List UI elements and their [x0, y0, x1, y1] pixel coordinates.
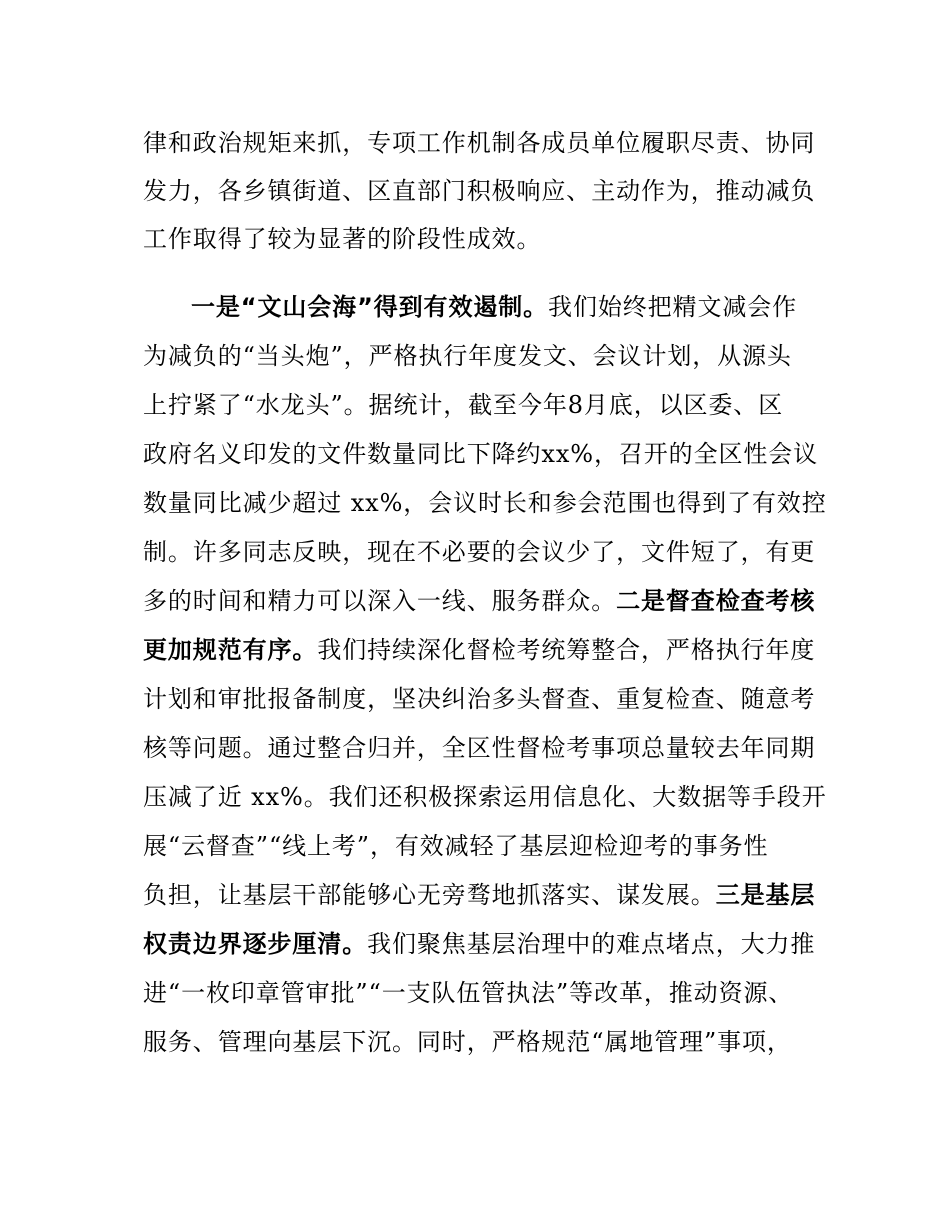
paragraph-2-line-8-text: 我们持续深化督检考统筹整合，严格执行年度 — [317, 636, 816, 664]
paragraph-2-line-15: 进“一枚印章管审批”“一支队伍管执法”等改革，推动资源、 — [143, 979, 794, 1007]
paragraph-2-line-12: 展“云督查”“线上考”，有效减轻了基层迎检迎考的事务性 — [143, 832, 769, 860]
paragraph-2-line-7 — [143, 579, 815, 623]
paragraph-2-line-1 — [191, 285, 797, 329]
point-two-heading-end: 更加规范有序。 — [143, 636, 318, 664]
point-three-heading-start: 三是基层 — [715, 881, 816, 909]
paragraph-2-line-5: 数量同比减少超过 xx%，会议时长和参会范围也得到了有效控 — [143, 489, 827, 517]
paragraph-2-line-1-text: 我们始终把精文减会作 — [548, 293, 798, 321]
paragraph-2-line-13 — [143, 873, 815, 917]
paragraph-2-line-14-text: 我们聚焦基层治理中的难点堵点，大力推 — [367, 930, 816, 958]
paragraph-2-line-10: 核等问题。通过整合归并，全区性督检考事项总量较去年同期 — [143, 734, 816, 762]
paragraph-2-line-16: 服务、管理向基层下沉。同时，严格规范“属地管理”事项， — [143, 1028, 792, 1056]
paragraph-2-line-7-text: 多的时间和精力可以深入一线、服务群众。 — [143, 587, 617, 615]
paragraph-1-line-3: 工作取得了较为显著的阶段性成效。 — [143, 225, 542, 253]
paragraph-2-line-4: 政府名义印发的文件数量同比下降约xx%，召开的全区性会议 — [143, 440, 819, 468]
paragraph-2-line-8 — [143, 628, 815, 672]
paragraph-1-line-1: 律和政治规矩来抓，专项工作机制各成员单位履职尽责、协同 — [143, 129, 816, 157]
point-two-heading-start: 二是督查检查考核 — [616, 587, 816, 615]
point-one-heading: 一是“文山会海”得到有效遏制。 — [191, 293, 549, 321]
paragraph-2-line-13-text: 负担，让基层干部能够心无旁骛地抓落实、谋发展。 — [143, 881, 716, 909]
paragraph-1-line-2: 发力，各乡镇街道、区直部门积极响应、主动作为，推动减负 — [143, 177, 816, 205]
paragraph-2-line-11: 压减了近 xx%。我们还积极探索运用信息化、大数据等手段开 — [143, 783, 827, 811]
paragraph-2-line-3: 上拧紧了“水龙头”。据统计，截至今年8月底，以区委、区 — [143, 391, 784, 419]
paragraph-2-line-6: 制。许多同志反映，现在不必要的会议少了，文件短了，有更 — [143, 538, 816, 566]
paragraph-2-line-14 — [143, 922, 815, 966]
point-three-heading-end: 权责边界逐步厘清。 — [143, 930, 368, 958]
paragraph-2-line-2: 为减负的“当头炮”，严格执行年度发文、会议计划，从源头 — [143, 342, 792, 370]
paragraph-2-line-9: 计划和审批报备制度，坚决纠治多头督查、重复检查、随意考 — [143, 685, 816, 713]
